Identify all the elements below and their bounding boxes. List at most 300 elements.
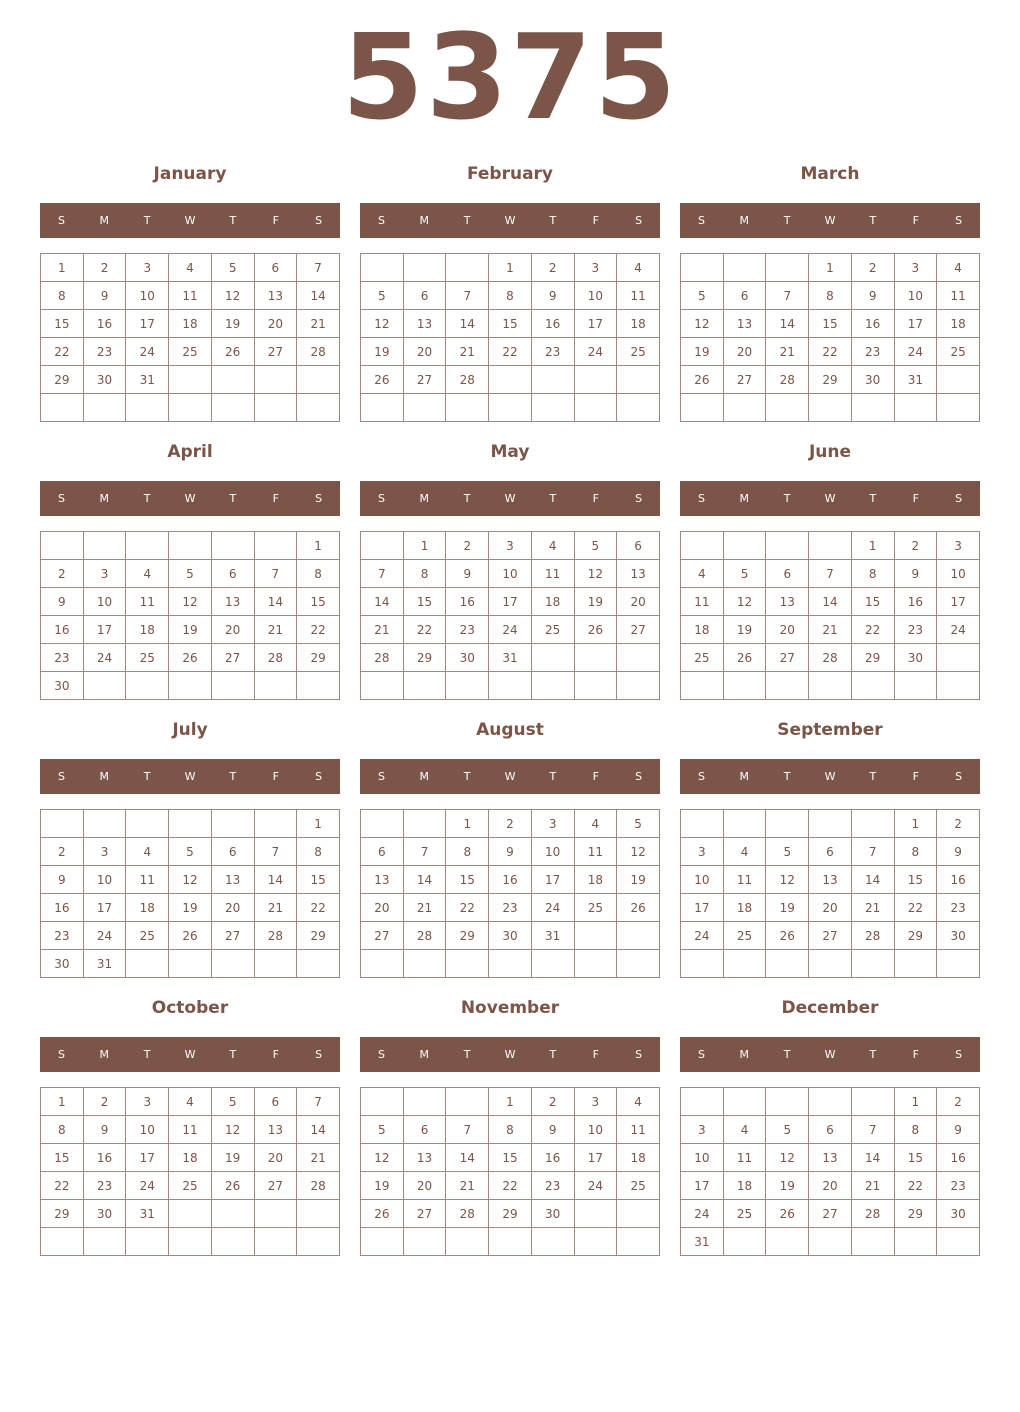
day-cell: 11 <box>723 866 766 894</box>
day-cell: 6 <box>211 560 254 588</box>
day-cell: 15 <box>297 588 340 616</box>
day-cell: 7 <box>361 560 404 588</box>
empty-cell <box>446 672 489 700</box>
day-cell: 2 <box>41 838 84 866</box>
week-row <box>681 616 980 644</box>
day-cell: 18 <box>126 616 169 644</box>
empty-cell <box>574 394 617 422</box>
day-cell: 19 <box>169 616 212 644</box>
weekday-label: T <box>783 492 791 505</box>
month-september <box>680 718 980 988</box>
day-cell: 27 <box>403 1200 446 1228</box>
empty-cell <box>254 672 297 700</box>
day-cell: 19 <box>766 894 809 922</box>
day-cell: 22 <box>809 338 852 366</box>
week-row <box>41 1088 340 1116</box>
empty-cell <box>681 394 724 422</box>
weekday-label: T <box>463 770 471 783</box>
week-row <box>41 366 340 394</box>
day-cell: 27 <box>809 1200 852 1228</box>
weekday-label: S <box>697 1048 705 1061</box>
empty-cell <box>361 532 404 560</box>
day-grid <box>40 253 340 422</box>
day-grid <box>360 809 660 978</box>
week-row <box>41 560 340 588</box>
weekday-label: M <box>99 492 110 505</box>
week-row <box>361 1172 660 1200</box>
day-cell: 20 <box>809 894 852 922</box>
day-cell: 14 <box>254 588 297 616</box>
day-cell: 26 <box>361 1200 404 1228</box>
empty-cell <box>894 672 937 700</box>
empty-cell <box>83 810 126 838</box>
day-cell: 28 <box>361 644 404 672</box>
day-cell: 20 <box>211 894 254 922</box>
day-cell: 7 <box>446 282 489 310</box>
day-cell: 2 <box>937 1088 980 1116</box>
week-row <box>41 1228 340 1256</box>
weekday-label: M <box>739 1048 750 1061</box>
day-cell: 18 <box>723 894 766 922</box>
weekday-label: T <box>783 1048 791 1061</box>
weekday-label: W <box>184 492 196 505</box>
day-cell: 13 <box>723 310 766 338</box>
day-cell: 15 <box>489 1144 532 1172</box>
week-row <box>41 672 340 700</box>
weekday-label: T <box>549 1048 557 1061</box>
day-cell: 16 <box>531 310 574 338</box>
day-cell: 22 <box>41 338 84 366</box>
day-cell: 4 <box>126 838 169 866</box>
day-cell: 15 <box>41 1144 84 1172</box>
day-cell: 13 <box>361 866 404 894</box>
empty-cell <box>297 366 340 394</box>
day-cell: 6 <box>617 532 660 560</box>
day-cell: 31 <box>681 1228 724 1256</box>
day-cell: 11 <box>617 1116 660 1144</box>
day-cell: 12 <box>169 866 212 894</box>
day-cell: 9 <box>937 838 980 866</box>
empty-cell <box>681 532 724 560</box>
empty-cell <box>766 672 809 700</box>
day-cell: 17 <box>681 1172 724 1200</box>
weekday-label: T <box>229 1048 237 1061</box>
day-cell: 20 <box>403 338 446 366</box>
weekday-header <box>680 481 980 516</box>
month-name: August <box>476 720 544 740</box>
empty-cell <box>169 366 212 394</box>
month-name: April <box>167 442 213 462</box>
day-cell: 9 <box>83 1116 126 1144</box>
empty-cell <box>851 1228 894 1256</box>
day-cell: 29 <box>297 922 340 950</box>
weekday-label: S <box>955 1048 963 1061</box>
day-cell: 3 <box>937 532 980 560</box>
day-cell: 17 <box>531 866 574 894</box>
day-cell: 25 <box>531 616 574 644</box>
month-name: June <box>808 442 852 462</box>
weekday-label: W <box>184 770 196 783</box>
empty-cell <box>403 950 446 978</box>
day-cell: 22 <box>297 894 340 922</box>
day-cell: 26 <box>766 1200 809 1228</box>
day-cell: 28 <box>297 338 340 366</box>
day-cell: 3 <box>531 810 574 838</box>
day-cell: 10 <box>894 282 937 310</box>
day-cell: 24 <box>126 1172 169 1200</box>
day-cell: 21 <box>446 1172 489 1200</box>
week-row <box>681 588 980 616</box>
day-cell: 28 <box>851 922 894 950</box>
day-cell: 15 <box>894 1144 937 1172</box>
day-cell: 26 <box>681 366 724 394</box>
empty-cell <box>297 394 340 422</box>
day-cell: 14 <box>446 310 489 338</box>
day-cell: 28 <box>766 366 809 394</box>
empty-cell <box>211 394 254 422</box>
month-name: May <box>490 442 530 462</box>
empty-cell <box>126 1228 169 1256</box>
weekday-label: S <box>955 770 963 783</box>
empty-cell <box>254 366 297 394</box>
week-row <box>681 672 980 700</box>
empty-cell <box>446 950 489 978</box>
weekday-label: F <box>912 770 919 783</box>
weekday-label: W <box>824 492 836 505</box>
weekday-label: T <box>143 770 151 783</box>
weekday-label: M <box>419 770 430 783</box>
day-cell: 17 <box>126 310 169 338</box>
day-cell: 7 <box>766 282 809 310</box>
day-cell: 10 <box>83 588 126 616</box>
day-cell: 4 <box>169 254 212 282</box>
day-cell: 27 <box>809 922 852 950</box>
empty-cell <box>809 672 852 700</box>
week-row <box>41 1172 340 1200</box>
day-cell: 21 <box>446 338 489 366</box>
day-cell: 25 <box>169 1172 212 1200</box>
day-cell: 21 <box>851 894 894 922</box>
weekday-label: S <box>635 214 643 227</box>
day-cell: 1 <box>894 1088 937 1116</box>
day-cell: 29 <box>489 1200 532 1228</box>
weekday-label: S <box>377 492 385 505</box>
week-row <box>681 366 980 394</box>
day-cell: 14 <box>809 588 852 616</box>
empty-cell <box>766 254 809 282</box>
day-cell: 28 <box>446 366 489 394</box>
day-cell: 18 <box>617 310 660 338</box>
day-cell: 23 <box>851 338 894 366</box>
day-cell: 16 <box>489 866 532 894</box>
week-row <box>41 866 340 894</box>
day-cell: 11 <box>126 588 169 616</box>
day-cell: 12 <box>681 310 724 338</box>
day-cell: 27 <box>211 922 254 950</box>
day-cell: 3 <box>489 532 532 560</box>
day-cell: 14 <box>403 866 446 894</box>
day-cell: 13 <box>403 1144 446 1172</box>
day-cell: 8 <box>489 282 532 310</box>
day-cell: 14 <box>851 1144 894 1172</box>
empty-cell <box>531 366 574 394</box>
weekday-label: S <box>315 1048 323 1061</box>
weekday-label: T <box>549 214 557 227</box>
empty-cell <box>851 1088 894 1116</box>
weekday-label: T <box>143 214 151 227</box>
weekday-label: S <box>697 770 705 783</box>
day-cell: 22 <box>446 894 489 922</box>
day-cell: 9 <box>489 838 532 866</box>
empty-cell <box>723 394 766 422</box>
day-cell: 14 <box>766 310 809 338</box>
empty-cell <box>169 394 212 422</box>
empty-cell <box>126 950 169 978</box>
weekday-label: W <box>184 1048 196 1061</box>
day-cell: 11 <box>169 282 212 310</box>
weekday-label: T <box>869 1048 877 1061</box>
empty-cell <box>254 1228 297 1256</box>
day-cell: 4 <box>723 838 766 866</box>
day-cell: 28 <box>254 922 297 950</box>
weekday-label: S <box>955 492 963 505</box>
empty-cell <box>723 950 766 978</box>
day-cell: 27 <box>254 1172 297 1200</box>
empty-cell <box>723 810 766 838</box>
day-cell: 18 <box>531 588 574 616</box>
empty-cell <box>297 950 340 978</box>
day-cell: 29 <box>41 366 84 394</box>
day-cell: 18 <box>169 1144 212 1172</box>
day-cell: 3 <box>894 254 937 282</box>
week-row <box>41 894 340 922</box>
day-cell: 25 <box>723 922 766 950</box>
day-cell: 5 <box>169 838 212 866</box>
day-cell: 15 <box>809 310 852 338</box>
empty-cell <box>489 950 532 978</box>
day-cell: 24 <box>894 338 937 366</box>
day-cell: 2 <box>531 1088 574 1116</box>
day-cell: 1 <box>809 254 852 282</box>
weekday-label: S <box>377 1048 385 1061</box>
day-cell: 30 <box>446 644 489 672</box>
day-cell: 4 <box>617 254 660 282</box>
empty-cell <box>361 1228 404 1256</box>
weekday-header <box>360 1037 660 1072</box>
day-cell: 12 <box>211 1116 254 1144</box>
day-cell: 21 <box>254 894 297 922</box>
day-cell: 20 <box>617 588 660 616</box>
day-cell: 7 <box>254 838 297 866</box>
weekday-label: F <box>592 214 599 227</box>
week-row <box>361 616 660 644</box>
day-cell: 31 <box>894 366 937 394</box>
empty-cell <box>211 1228 254 1256</box>
day-cell: 25 <box>617 338 660 366</box>
day-cell: 24 <box>574 338 617 366</box>
empty-cell <box>297 1228 340 1256</box>
day-cell: 30 <box>531 1200 574 1228</box>
month-name: July <box>172 720 208 740</box>
day-cell: 2 <box>41 560 84 588</box>
day-cell: 10 <box>531 838 574 866</box>
day-cell: 25 <box>574 894 617 922</box>
month-name: January <box>153 164 227 184</box>
day-cell: 6 <box>211 838 254 866</box>
month-august <box>360 718 660 988</box>
week-row <box>361 254 660 282</box>
empty-cell <box>446 1228 489 1256</box>
day-cell: 9 <box>937 1116 980 1144</box>
empty-cell <box>169 532 212 560</box>
day-cell: 27 <box>403 366 446 394</box>
empty-cell <box>489 394 532 422</box>
day-cell: 28 <box>297 1172 340 1200</box>
day-cell: 23 <box>83 1172 126 1200</box>
weekday-label: W <box>504 214 516 227</box>
empty-cell <box>617 1228 660 1256</box>
day-cell: 5 <box>723 560 766 588</box>
empty-cell <box>361 950 404 978</box>
empty-cell <box>489 1228 532 1256</box>
day-cell: 24 <box>126 338 169 366</box>
week-row <box>681 1172 980 1200</box>
weekday-label: T <box>229 214 237 227</box>
day-cell: 24 <box>937 616 980 644</box>
day-cell: 23 <box>41 644 84 672</box>
week-row <box>361 532 660 560</box>
empty-cell <box>617 644 660 672</box>
week-row <box>681 1144 980 1172</box>
week-row <box>361 810 660 838</box>
empty-cell <box>83 532 126 560</box>
empty-cell <box>723 532 766 560</box>
day-cell: 17 <box>574 1144 617 1172</box>
day-cell: 22 <box>894 894 937 922</box>
day-cell: 5 <box>361 1116 404 1144</box>
month-name: September <box>777 720 883 740</box>
day-cell: 20 <box>254 310 297 338</box>
weekday-label: W <box>504 492 516 505</box>
day-cell: 30 <box>41 672 84 700</box>
empty-cell <box>361 672 404 700</box>
day-cell: 21 <box>361 616 404 644</box>
day-cell: 10 <box>126 282 169 310</box>
weekday-label: M <box>419 214 430 227</box>
empty-cell <box>937 950 980 978</box>
day-cell: 5 <box>211 1088 254 1116</box>
day-cell: 10 <box>937 560 980 588</box>
week-row <box>681 560 980 588</box>
empty-cell <box>809 950 852 978</box>
empty-cell <box>41 394 84 422</box>
month-january <box>40 162 340 432</box>
week-row <box>681 282 980 310</box>
empty-cell <box>851 950 894 978</box>
day-cell: 25 <box>169 338 212 366</box>
day-cell: 10 <box>126 1116 169 1144</box>
empty-cell <box>41 810 84 838</box>
month-may <box>360 440 660 710</box>
week-row <box>41 532 340 560</box>
day-grid <box>680 253 980 422</box>
empty-cell <box>574 922 617 950</box>
day-cell: 9 <box>531 282 574 310</box>
weekday-header <box>680 1037 980 1072</box>
day-cell: 27 <box>723 366 766 394</box>
week-row <box>681 394 980 422</box>
weekday-label: S <box>315 214 323 227</box>
empty-cell <box>809 810 852 838</box>
month-name: March <box>800 164 860 184</box>
day-cell: 8 <box>446 838 489 866</box>
weekday-label: T <box>463 492 471 505</box>
empty-cell <box>937 1228 980 1256</box>
day-cell: 11 <box>126 866 169 894</box>
week-row <box>681 310 980 338</box>
weekday-label: F <box>592 1048 599 1061</box>
empty-cell <box>937 672 980 700</box>
empty-cell <box>254 532 297 560</box>
day-cell: 12 <box>361 1144 404 1172</box>
day-cell: 5 <box>361 282 404 310</box>
day-cell: 3 <box>681 838 724 866</box>
day-cell: 31 <box>126 1200 169 1228</box>
day-cell: 25 <box>937 338 980 366</box>
empty-cell <box>851 810 894 838</box>
empty-cell <box>809 1228 852 1256</box>
week-row <box>361 1144 660 1172</box>
weekday-label: T <box>869 492 877 505</box>
day-cell: 3 <box>574 254 617 282</box>
day-cell: 24 <box>574 1172 617 1200</box>
empty-cell <box>403 810 446 838</box>
empty-cell <box>41 1228 84 1256</box>
month-december <box>680 996 980 1266</box>
day-cell: 25 <box>617 1172 660 1200</box>
day-cell: 21 <box>809 616 852 644</box>
day-cell: 17 <box>83 894 126 922</box>
empty-cell <box>83 1228 126 1256</box>
day-cell: 5 <box>574 532 617 560</box>
empty-cell <box>361 810 404 838</box>
day-cell: 10 <box>681 1144 724 1172</box>
day-cell: 20 <box>211 616 254 644</box>
day-cell: 26 <box>361 366 404 394</box>
empty-cell <box>403 672 446 700</box>
day-cell: 27 <box>617 616 660 644</box>
day-cell: 7 <box>851 1116 894 1144</box>
day-cell: 6 <box>403 1116 446 1144</box>
day-cell: 18 <box>169 310 212 338</box>
day-cell: 21 <box>254 616 297 644</box>
day-cell: 2 <box>894 532 937 560</box>
weekday-label: M <box>739 492 750 505</box>
empty-cell <box>937 644 980 672</box>
weekday-label: W <box>824 214 836 227</box>
day-cell: 17 <box>894 310 937 338</box>
day-cell: 1 <box>489 1088 532 1116</box>
day-cell: 10 <box>574 1116 617 1144</box>
day-grid <box>680 1087 980 1256</box>
day-cell: 15 <box>489 310 532 338</box>
empty-cell <box>617 672 660 700</box>
week-row <box>361 1228 660 1256</box>
day-cell: 22 <box>894 1172 937 1200</box>
weekday-label: F <box>912 214 919 227</box>
weekday-label: W <box>824 770 836 783</box>
empty-cell <box>723 1228 766 1256</box>
